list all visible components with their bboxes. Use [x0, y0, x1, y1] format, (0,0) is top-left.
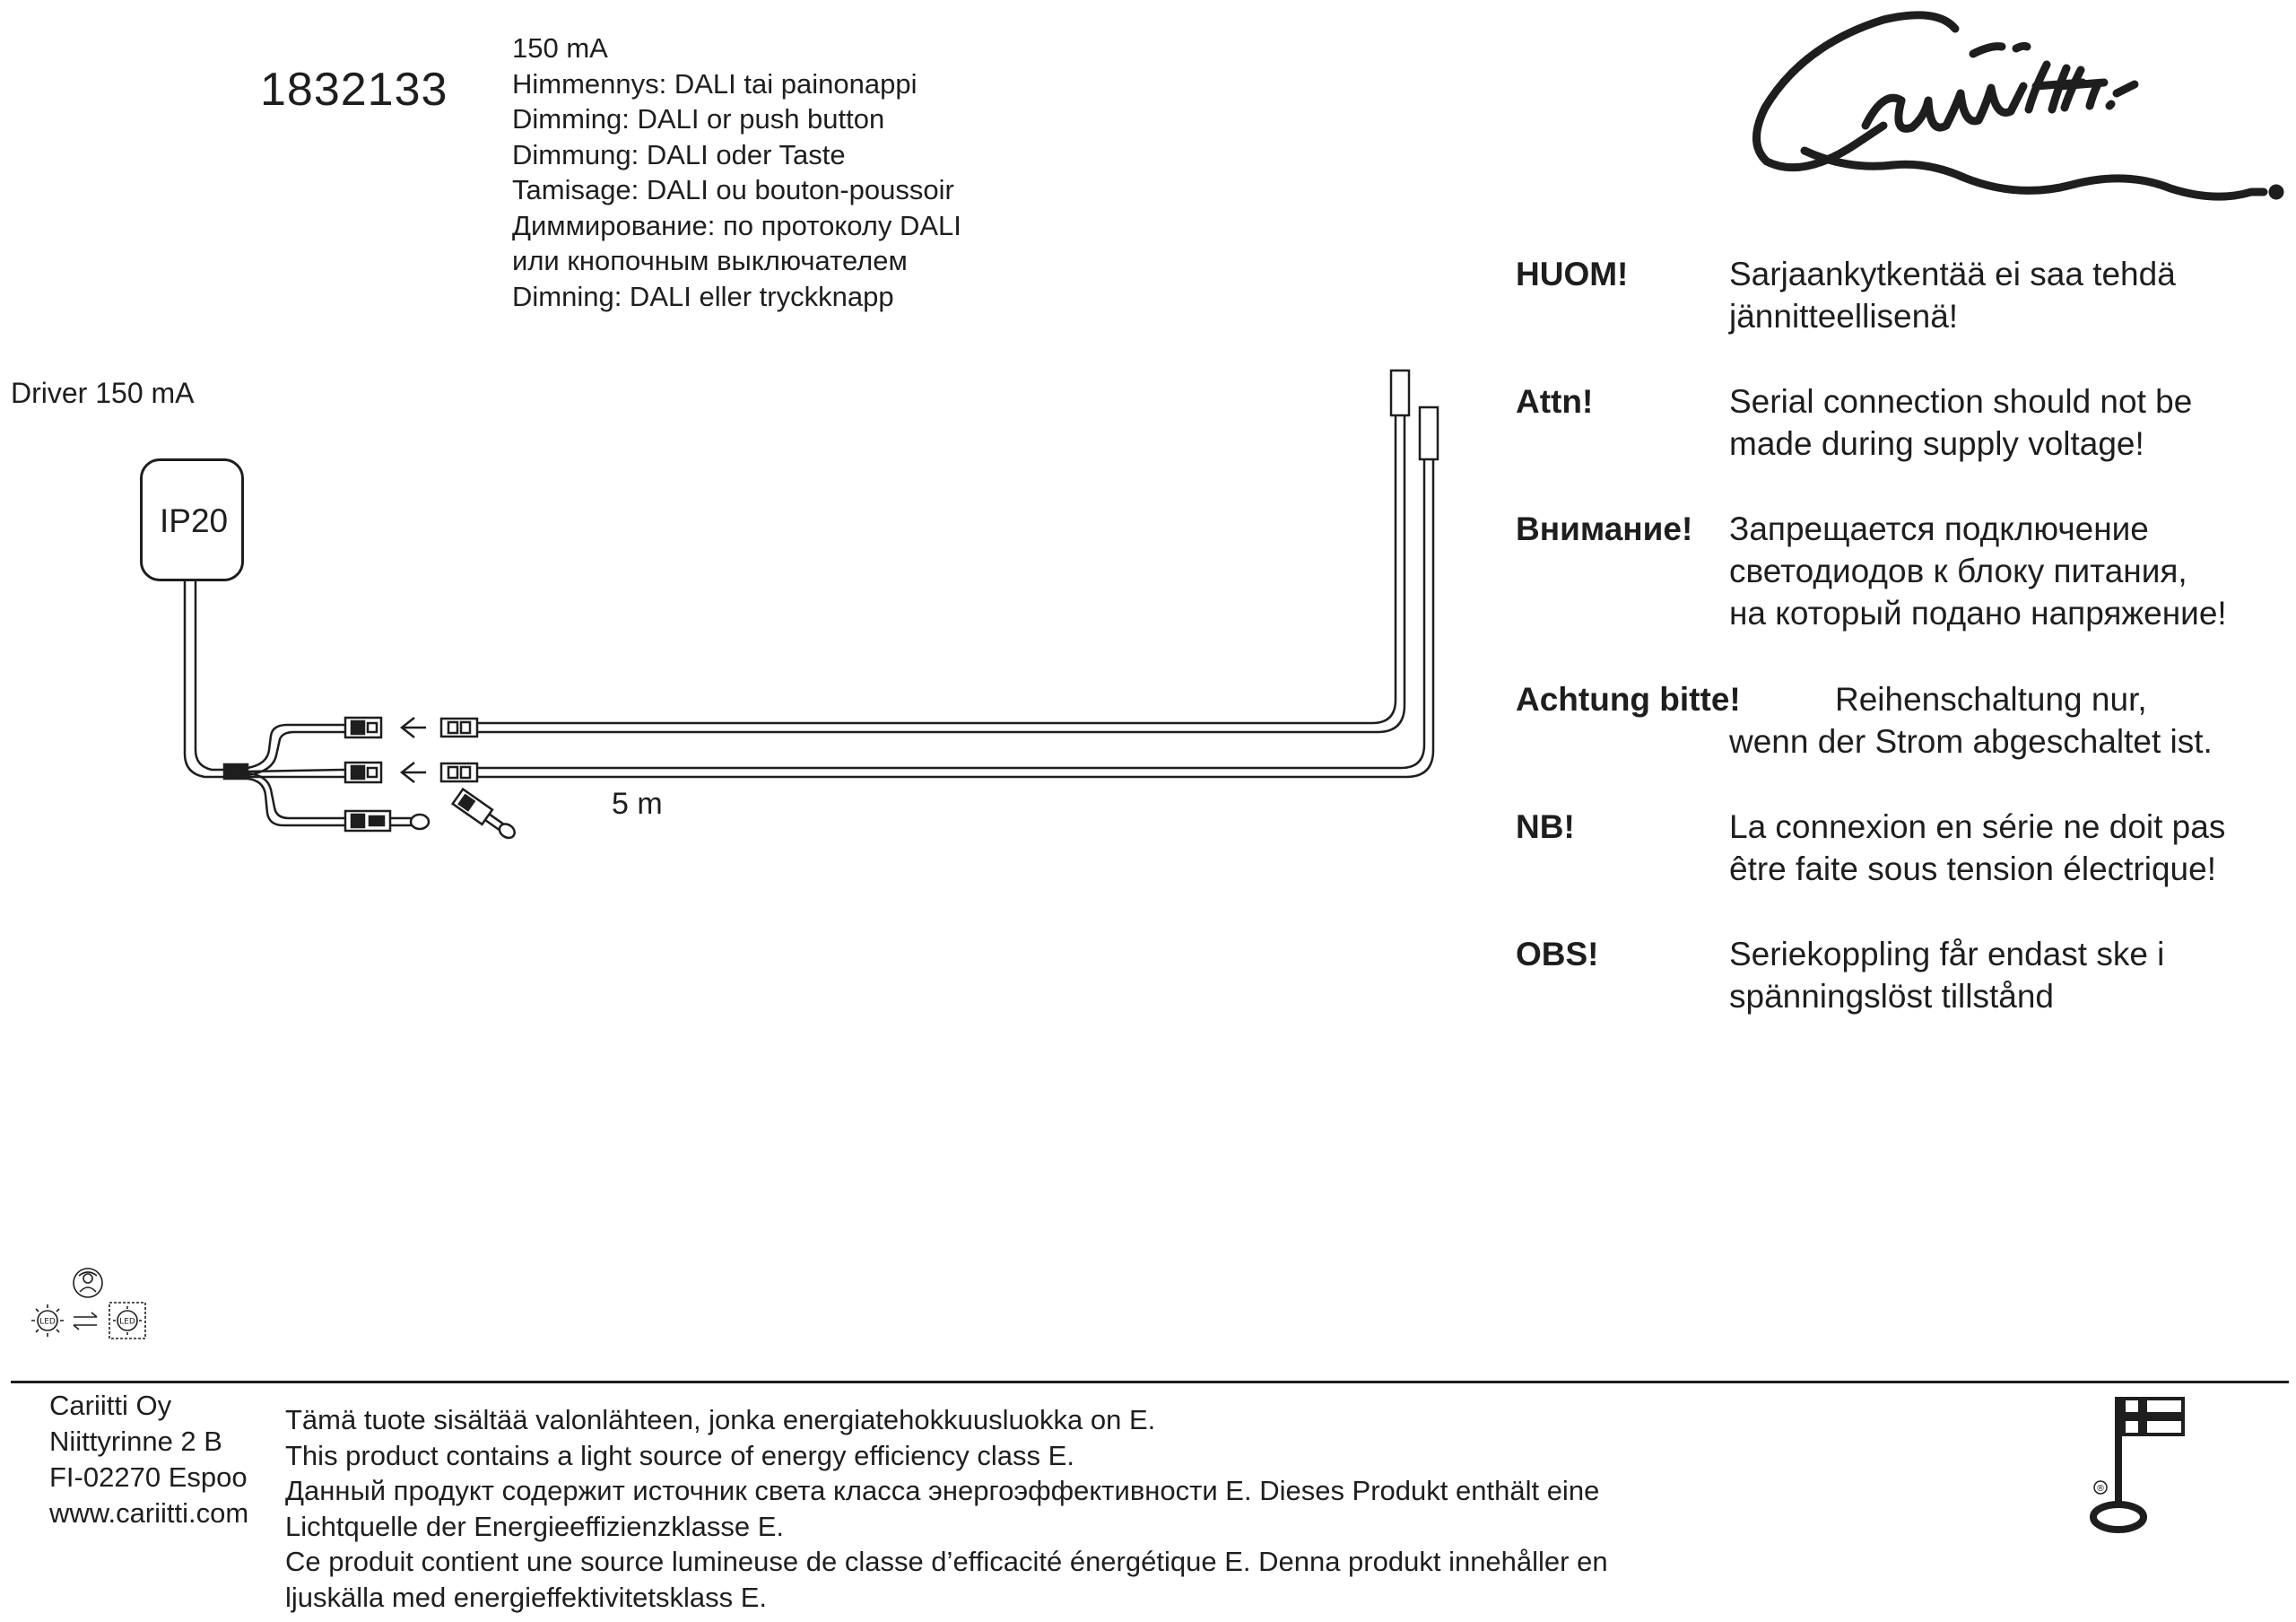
upper-branch [248, 725, 345, 775]
spec-line: Dimming: DALI or push button [512, 103, 885, 135]
warning-text: Reihenschaltung nur, wenn der Strom abgeschaltet ist. [1729, 681, 2213, 760]
warning-text: Serial connection should not be made during supply voltage! [1729, 383, 2193, 462]
energy-line: Ce produit contient une source lumineuse de classe d’efficacité énergétique E. Denna produkt innehåller en [285, 1546, 1608, 1577]
energy-line: Lichtquelle der Energieeffizienzklasse E. [285, 1510, 785, 1542]
key-flag-mark [2079, 1395, 2196, 1539]
lower-branch [248, 773, 345, 825]
led-lamp-icon [109, 1303, 145, 1339]
energy-line-ru: Данный продукт содержит источник света класса энергоэффективности E. [285, 1475, 1252, 1506]
middle-branch [248, 770, 345, 777]
cable-length-label: 5 m [612, 787, 663, 821]
warning-text: La connexion en série ne doit pas être faite sous tension électrique! [1729, 808, 2226, 887]
energy-line: ljuskälla med energieffektivitetsklass E. [285, 1581, 768, 1613]
energy-line: This product contains a light source of energy efficiency class E. [285, 1439, 1074, 1471]
warning-key: Achtung bitte! [1516, 681, 1741, 718]
warning-item [1516, 253, 2287, 380]
warning-item [1516, 380, 2287, 508]
registered-mark: ® [2096, 1484, 2105, 1494]
led-cable-2 [477, 459, 1433, 777]
driver-cable [185, 581, 231, 777]
warning-key: HUOM! [1516, 256, 1629, 292]
spec-line: или кнопочным выключателем [512, 245, 908, 276]
warning-key: Внимание! [1516, 510, 1693, 547]
product-code: 1832133 [260, 64, 448, 116]
led-icon-label: LED [119, 1317, 135, 1327]
technician-icon [74, 1269, 102, 1297]
energy-class-text [285, 1402, 1720, 1615]
spec-line: Tamisage: DALI ou bouton-poussoir [512, 174, 954, 205]
energy-line [285, 1473, 1720, 1509]
cap-plug [453, 789, 519, 843]
company-line: Cariitti Oy [49, 1390, 172, 1421]
spec-line: Диммирование: по протоколу DALI [512, 209, 961, 241]
energy-line: Tämä tuote sisältää valonlähteen, jonka energiatehokkuusluokka on E. [285, 1404, 1156, 1435]
brand-logo [1749, 0, 2287, 215]
warning-text: Sarjaankytkentää ei saa tehdä jännitteellisenä! [1729, 256, 2176, 335]
company-line: Niittyrinne 2 B [49, 1426, 222, 1457]
company-website: www.cariitti.com [49, 1497, 249, 1529]
led-cable-1 [477, 415, 1405, 732]
company-line: FI-02270 Espoo [49, 1461, 248, 1493]
led-lamp-icon [31, 1304, 64, 1337]
connector-male-2 [441, 763, 477, 781]
replaceable-light-source-icon [27, 1265, 161, 1346]
swap-arrows-icon [74, 1312, 97, 1330]
warning-key: OBS! [1516, 936, 1599, 972]
spec-line: Dimmung: DALI oder Taste [512, 138, 846, 170]
led-light-1 [1391, 371, 1409, 415]
arrow-left-icon [402, 718, 426, 737]
footer-divider [11, 1381, 2289, 1383]
warning-text: Запрещается подключение светодиодов к блоку питания, на который подано напряжение! [1729, 510, 2227, 632]
warning-key: NB! [1516, 808, 1575, 845]
led-light-2 [1420, 407, 1438, 459]
warnings-list [1516, 253, 2287, 1060]
driver-label: Driver 150 mA [11, 377, 195, 409]
led-icon-label: LED [39, 1317, 56, 1327]
key-bow [2093, 1504, 2144, 1530]
warning-key: Attn! [1516, 383, 1594, 420]
arrow-left-icon [402, 763, 426, 782]
warning-item [1516, 508, 2287, 678]
warning-item [1516, 806, 2287, 933]
company-info [49, 1388, 248, 1531]
ip-rating-label: IP20 [160, 502, 229, 539]
connector-male-1 [441, 719, 477, 737]
splitter-sleeve [224, 764, 248, 779]
warning-text: Seriekoppling får endast ske i spänningslöst tillstånd [1729, 936, 2165, 1015]
spec-line: Dimning: DALI eller tryckknapp [512, 280, 894, 312]
spec-line: Himmennys: DALI tai painonappi [512, 67, 918, 100]
warning-item [1516, 678, 2287, 806]
spec-line: 150 mA [512, 32, 608, 64]
energy-line-de: Dieses Produkt enthält eine [1251, 1475, 1600, 1506]
warning-item [1516, 933, 2287, 1060]
